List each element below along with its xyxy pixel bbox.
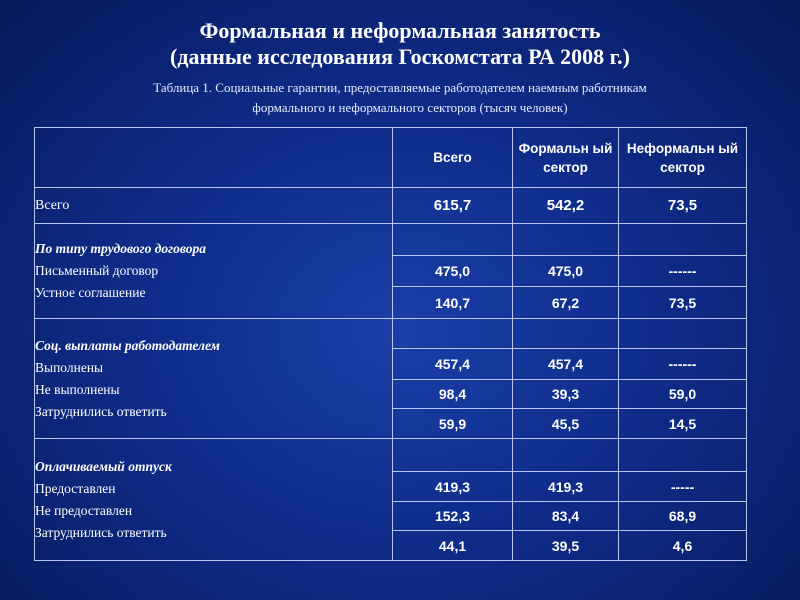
group-item-label: Не выполнены <box>35 381 120 397</box>
group-row <box>35 224 747 256</box>
data-cell: 457,4 <box>513 349 619 380</box>
empty-cell <box>513 224 619 256</box>
data-cell: 152,3 <box>393 502 513 531</box>
total-row-label: Всего <box>35 188 393 224</box>
group-label-cell <box>35 319 393 439</box>
empty-cell <box>393 224 513 256</box>
empty-cell <box>619 319 747 349</box>
data-cell: 44,1 <box>393 531 513 561</box>
data-cell: 45,5 <box>513 409 619 439</box>
empty-cell <box>619 439 747 472</box>
data-cell: 419,3 <box>393 472 513 502</box>
slide-title-line2: (данные исследования Госкомстата РА 2008 г.) <box>170 44 630 69</box>
group-title: Соц. выплаты работодателем <box>35 337 220 353</box>
data-cell: 419,3 <box>513 472 619 502</box>
table-header-row <box>35 128 747 188</box>
data-cell: 39,3 <box>513 380 619 409</box>
group-item-label: Письменный договор <box>35 263 159 278</box>
data-cell: 59,0 <box>619 380 747 409</box>
group-item-label: Затруднились ответить <box>35 403 167 419</box>
total-row <box>35 188 747 224</box>
header-empty-cell <box>35 128 393 188</box>
slide-title-line1: Формальная и неформальная занятость <box>199 18 601 43</box>
data-cell: 475,0 <box>513 256 619 287</box>
total-cell: 542,2 <box>513 188 619 224</box>
total-cell: 615,7 <box>393 188 513 224</box>
data-cell: 73,5 <box>619 287 747 319</box>
group-item-label: Устное соглашение <box>35 285 146 300</box>
data-cell: 68,9 <box>619 502 747 531</box>
empty-cell <box>393 439 513 472</box>
data-cell: 59,9 <box>393 409 513 439</box>
group-row <box>35 319 747 349</box>
group-item-label: Выполнены <box>35 359 104 375</box>
group-item-label: Затруднились ответить <box>35 524 167 540</box>
group-title: Оплачиваемый отпуск <box>35 458 172 474</box>
empty-cell <box>393 319 513 349</box>
group-label-cell <box>35 224 393 319</box>
data-cell: ------ <box>619 349 747 380</box>
table-caption-line2: формального и неформального секторов (тысяч человек) <box>252 100 568 115</box>
empty-cell <box>513 319 619 349</box>
empty-cell <box>513 439 619 472</box>
column-header-total: Всего <box>393 128 513 188</box>
empty-cell <box>619 224 747 256</box>
data-cell: ----- <box>619 472 747 502</box>
data-cell: 4,6 <box>619 531 747 561</box>
data-cell: 67,2 <box>513 287 619 319</box>
data-cell: 83,4 <box>513 502 619 531</box>
group-title: По типу трудового договора <box>35 241 206 256</box>
data-cell: 14,5 <box>619 409 747 439</box>
table-caption-line1: Таблица 1. Социальные гарантии, предоставляемые работодателем наемным работникам <box>153 80 647 95</box>
data-cell: 457,4 <box>393 349 513 380</box>
group-item-label: Предоставлен <box>35 480 116 496</box>
group-item-label: Не предоставлен <box>35 502 133 518</box>
data-cell: ------ <box>619 256 747 287</box>
data-cell: 39,5 <box>513 531 619 561</box>
employment-table <box>34 127 747 561</box>
column-header-formal: Формальн ый сектор <box>513 128 619 188</box>
data-cell: 475,0 <box>393 256 513 287</box>
group-row <box>35 439 747 472</box>
total-cell: 73,5 <box>619 188 747 224</box>
data-cell: 140,7 <box>393 287 513 319</box>
column-header-informal: Неформальн ый сектор <box>619 128 747 188</box>
group-label-cell <box>35 439 393 561</box>
data-cell: 98,4 <box>393 380 513 409</box>
